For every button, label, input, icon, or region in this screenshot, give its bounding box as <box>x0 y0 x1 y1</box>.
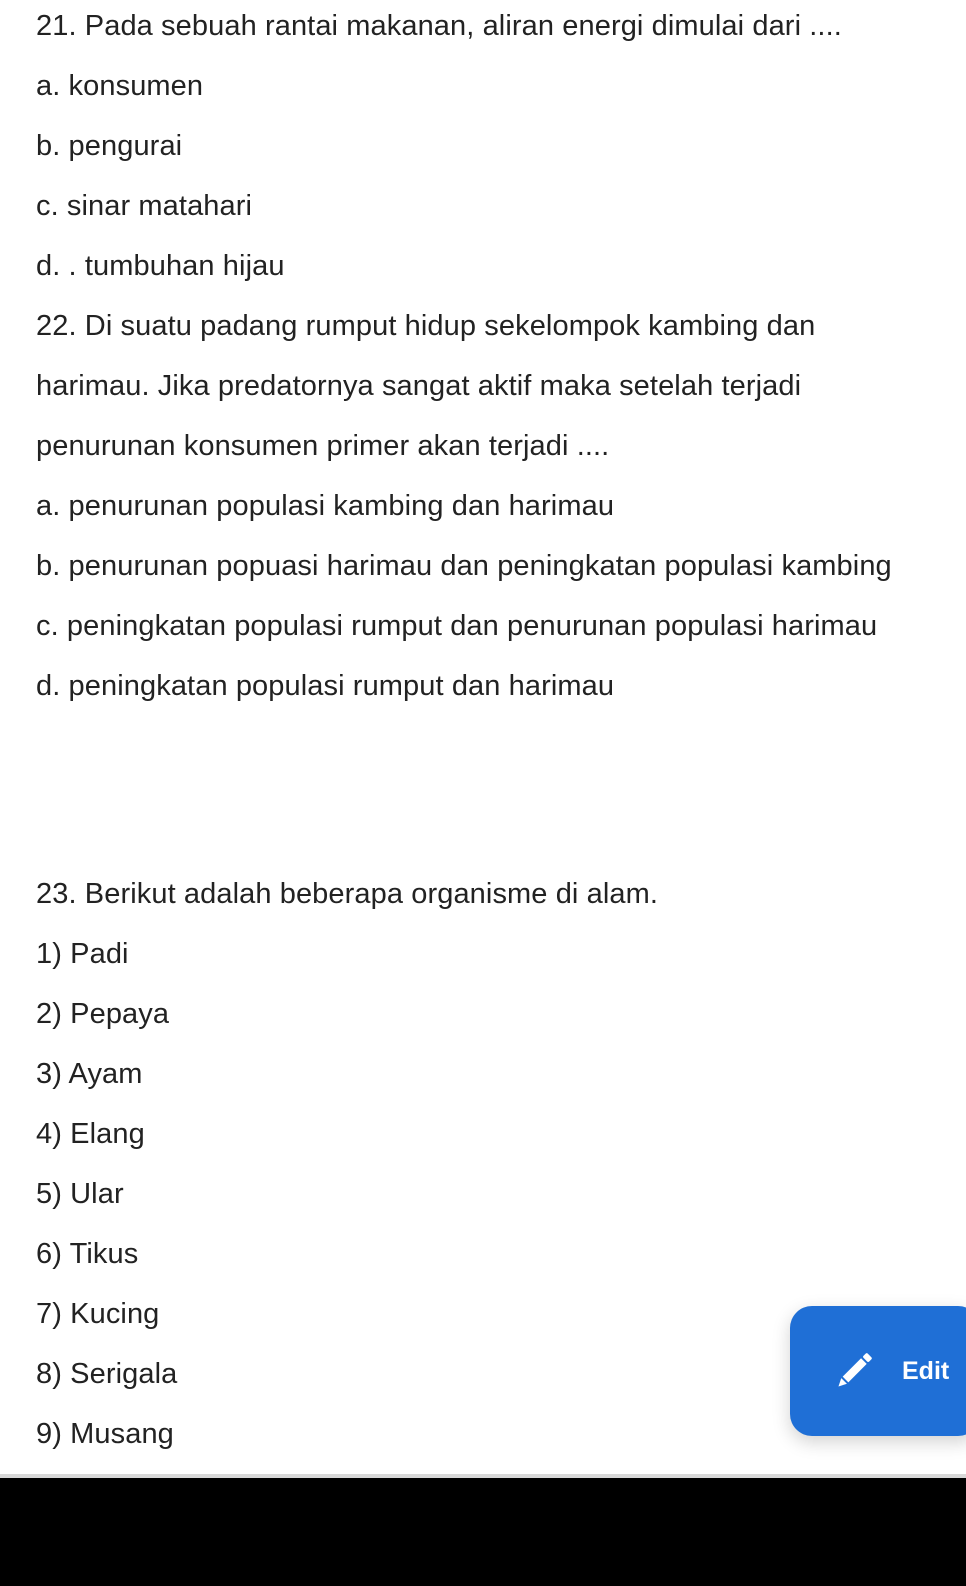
question-21-option-b: b. pengurai <box>36 130 183 162</box>
question-22-option-c: c. peningkatan populasi rumput dan penurunan populasi harimau <box>36 610 878 642</box>
organism-item-6: 6) Tikus <box>36 1238 139 1270</box>
question-22-option-b: b. penurunan popuasi harimau dan peningkatan populasi kambing <box>36 550 892 582</box>
question-22-option-a: a. penurunan populasi kambing dan harimau <box>36 490 615 522</box>
question-22-stem-line-3: penurunan konsumen primer akan terjadi .... <box>36 430 610 462</box>
question-23-stem: 23. Berikut adalah beberapa organisme di alam. <box>36 878 659 910</box>
question-22-stem-line-2: harimau. Jika predatornya sangat aktif maka setelah terjadi <box>36 370 802 402</box>
organism-item-2: 2) Pepaya <box>36 998 170 1030</box>
organism-item-3: 3) Ayam <box>36 1058 143 1090</box>
edit-button-label: Edit <box>902 1356 950 1385</box>
edit-button[interactable] <box>790 1306 966 1436</box>
question-22-stem-line-1: 22. Di suatu padang rumput hidup sekelompok kambing dan <box>36 310 816 342</box>
bottom-black-bar <box>0 1478 966 1586</box>
question-21-option-a: a. konsumen <box>36 70 204 102</box>
organism-item-1: 1) Padi <box>36 938 129 970</box>
question-21-option-d: d. . tumbuhan hijau <box>36 250 285 282</box>
question-21-stem: 21. Pada sebuah rantai makanan, aliran energi dimulai dari .... <box>36 10 842 42</box>
organism-item-9: 9) Musang <box>36 1418 174 1450</box>
question-21-option-c: c. sinar matahari <box>36 190 253 222</box>
pencil-icon <box>830 1347 878 1395</box>
organism-item-5: 5) Ular <box>36 1178 124 1210</box>
question-22-option-d: d. peningkatan populasi rumput dan harimau <box>36 670 615 702</box>
organism-item-8: 8) Serigala <box>36 1358 178 1390</box>
organism-item-4: 4) Elang <box>36 1118 145 1150</box>
organism-item-7: 7) Kucing <box>36 1298 160 1330</box>
